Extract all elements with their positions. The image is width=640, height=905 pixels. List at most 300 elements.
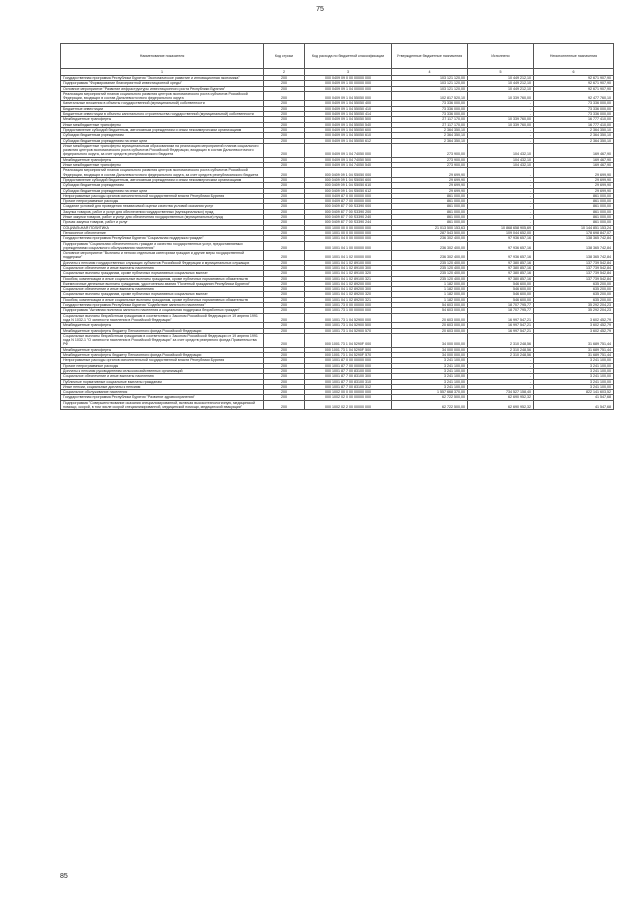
- row-unexecuted-cell: 2 364 350,10: [534, 138, 614, 143]
- table-row: [61, 209, 614, 214]
- row-name-cell: Пенсионное обеспечение: [61, 230, 264, 235]
- row-budget-code-cell: 000 1001 87 7 00 83100 310: [305, 379, 392, 384]
- row-approved-cell: 62 722 500,00: [392, 395, 468, 400]
- row-unexecuted-cell: 3 241 100,00: [534, 368, 614, 373]
- row-executed-cell: 546 600,00: [468, 297, 534, 302]
- row-unexecuted-cell: 861 000,00: [534, 220, 614, 225]
- row-name-cell: Государственная программа Республики Бурятия "Экономическое развитие и инновационная экономика": [61, 76, 264, 81]
- row-unexecuted-cell: 73 336 000,00: [534, 106, 614, 111]
- row-unexecuted-cell: 29 699,90: [534, 183, 614, 188]
- table-row: [61, 303, 614, 308]
- table-row: [61, 76, 614, 81]
- row-approved-cell: 861 000,00: [392, 215, 468, 220]
- row-unexecuted-cell: 3 602 452,79: [534, 328, 614, 333]
- row-approved-cell: 29 699,90: [392, 168, 468, 178]
- row-name-cell: Основное мероприятие "Выплаты и пенсии отдельным категориям граждан и другие меры государственной поддержки": [61, 251, 264, 261]
- row-executed-cell: -: [468, 193, 534, 198]
- row-budget-code-cell: 000 1001 04 0 00 00000 000: [305, 236, 392, 241]
- row-approved-cell: 861 000,00: [392, 193, 468, 198]
- row-line-code-cell: 200: [264, 358, 305, 363]
- row-line-code-cell: 200: [264, 265, 305, 270]
- row-budget-code-cell: 000 1001 73 1 04 5290F 570: [305, 353, 392, 358]
- row-unexecuted-cell: 178 698 847,07: [534, 230, 614, 235]
- row-budget-code-cell: 000 0409 09 1 04 S5050 610: [305, 183, 392, 188]
- row-approved-cell: 62 722 500,00: [392, 400, 468, 410]
- row-budget-code-cell: 000 0409 87 0 00 00000 000: [305, 193, 392, 198]
- table-header-row: [61, 44, 614, 69]
- row-executed-cell: -: [468, 138, 534, 143]
- row-name-cell: Государственная программа Республики Бурятия "Развитие здравоохранения": [61, 395, 264, 400]
- row-unexecuted-cell: 92 671 907,90: [534, 76, 614, 81]
- table-row: [61, 101, 614, 106]
- row-budget-code-cell: 000 1001 87 7 00 83100 000: [305, 368, 392, 373]
- row-budget-code-cell: 000 0409 09 1 04 55050 600: [305, 127, 392, 132]
- row-budget-code-cell: 000 0409 87 7 00 S3390 244: [305, 220, 392, 225]
- row-unexecuted-cell: 73 336 000,00: [534, 112, 614, 117]
- row-name-cell: Реализация мероприятий планов социального развития центров экономического роста субъектов Российской Федерации, входящих в состав Дальневосточного федерального округа, за счет средств республиканского бюджета: [61, 168, 264, 178]
- row-line-code-cell: 200: [264, 188, 305, 193]
- row-approved-cell: 34 000 000,00: [392, 353, 468, 358]
- row-budget-code-cell: 000 0409 09 1 04 74050 540: [305, 163, 392, 168]
- row-executed-cell: -: [468, 368, 534, 373]
- row-executed-cell: 10 449 212,10: [468, 86, 534, 91]
- row-budget-code-cell: 000 0409 09 1 00 00000 000: [305, 81, 392, 86]
- row-name-cell: Социальное обеспечение и иные выплаты населению: [61, 287, 264, 292]
- row-name-cell: Межбюджетные трансферты: [61, 323, 264, 328]
- row-line-code-cell: 200: [264, 106, 305, 111]
- header-unexecuted: Неисполненные назначения: [534, 44, 614, 69]
- row-executed-cell: -: [468, 112, 534, 117]
- row-line-code-cell: 200: [264, 230, 305, 235]
- row-executed-cell: 2 310 248,56: [468, 347, 534, 352]
- row-line-code-cell: 200: [264, 168, 305, 178]
- row-budget-code-cell: 000 1001 87 7 00 83100 300: [305, 374, 392, 379]
- table-row: [61, 193, 614, 198]
- row-budget-code-cell: 000 0409 87 7 00 00000 000: [305, 199, 392, 204]
- row-name-cell: Подпрограмма "Активная политика занятости населения и социальная поддержка безработных граждан": [61, 308, 264, 313]
- row-unexecuted-cell: 35 292 204,23: [534, 303, 614, 308]
- row-budget-code-cell: 000 1002 02 0 00 00000 000: [305, 395, 392, 400]
- row-approved-cell: 3 241 100,00: [392, 358, 468, 363]
- row-approved-cell: 235 120 400,00: [392, 276, 468, 281]
- row-name-cell: Социальное обеспечение и иные выплаты населению: [61, 374, 264, 379]
- row-approved-cell: 3 241 100,00: [392, 379, 468, 384]
- row-name-cell: Иные пенсии, социальные доплаты к пенсиям: [61, 384, 264, 389]
- col-index: 2: [264, 69, 305, 76]
- table-row: [61, 91, 614, 101]
- row-name-cell: Межбюджетные трансферты: [61, 117, 264, 122]
- row-line-code-cell: 200: [264, 347, 305, 352]
- row-unexecuted-cell: 73 336 000,00: [534, 101, 614, 106]
- row-line-code-cell: 200: [264, 323, 305, 328]
- row-budget-code-cell: 000 0409 09 1 04 55050 610: [305, 133, 392, 138]
- row-unexecuted-cell: 169 467,90: [534, 157, 614, 162]
- row-budget-code-cell: 000 1001 87 7 00 00000 000: [305, 363, 392, 368]
- row-name-cell: Иные межбюджетные трансферты: [61, 163, 264, 168]
- table-row: [61, 308, 614, 313]
- row-executed-cell: -: [468, 204, 534, 209]
- row-line-code-cell: 200: [264, 143, 305, 157]
- row-approved-cell: 3 241 100,00: [392, 384, 468, 389]
- row-budget-code-cell: 000 1001 87 7 00 83100 312: [305, 384, 392, 389]
- row-name-cell: Непрограммные расходы органов исполнительной государственной власти Республики Бурятия: [61, 358, 264, 363]
- row-line-code-cell: 200: [264, 199, 305, 204]
- row-name-cell: Социальное обеспечение и иные выплаты населению: [61, 265, 264, 270]
- row-name-cell: Межбюджетные трансферты: [61, 157, 264, 162]
- row-executed-cell: 2 310 248,56: [468, 333, 534, 347]
- row-executed-cell: -: [468, 177, 534, 182]
- row-executed-cell: -: [468, 127, 534, 132]
- row-line-code-cell: 200: [264, 81, 305, 86]
- row-approved-cell: 29 699,90: [392, 177, 468, 182]
- col-index: 6: [534, 69, 614, 76]
- row-approved-cell: 273 900,00: [392, 143, 468, 157]
- table-row: [61, 177, 614, 182]
- row-unexecuted-cell: 138 365 742,84: [534, 251, 614, 261]
- row-executed-cell: 10 339 760,00: [468, 122, 534, 127]
- row-budget-code-cell: 000 0409 87 7 00 S3390 000: [305, 204, 392, 209]
- row-unexecuted-cell: 35 292 204,23: [534, 308, 614, 313]
- row-approved-cell: 54 603 000,00: [392, 303, 468, 308]
- header-executed: Исполнено: [468, 44, 534, 69]
- row-approved-cell: 2 364 350,10: [392, 138, 468, 143]
- row-executed-cell: 546 600,00: [468, 292, 534, 297]
- row-budget-code-cell: 000 1001 04 1 02 89100 320: [305, 271, 392, 276]
- row-unexecuted-cell: 2 364 350,10: [534, 133, 614, 138]
- row-line-code-cell: 200: [264, 297, 305, 302]
- row-unexecuted-cell: 861 000,00: [534, 193, 614, 198]
- row-executed-cell: -: [468, 133, 534, 138]
- row-budget-code-cell: 000 0409 09 1 04 74050 500: [305, 157, 392, 162]
- row-budget-code-cell: 000 0409 87 7 00 S3390 200: [305, 209, 392, 214]
- row-executed-cell: 16 997 547,21: [468, 313, 534, 323]
- table-row: [61, 271, 614, 276]
- row-unexecuted-cell: 10 144 851 153,24: [534, 225, 614, 230]
- row-budget-code-cell: 000 1001 04 1 02 00000 000: [305, 251, 392, 261]
- col-index: 3: [305, 69, 392, 76]
- table-row: [61, 204, 614, 209]
- row-line-code-cell: 200: [264, 395, 305, 400]
- row-unexecuted-cell: 29 699,90: [534, 177, 614, 182]
- row-line-code-cell: 200: [264, 271, 305, 276]
- row-unexecuted-cell: 16 777 410,00: [534, 122, 614, 127]
- row-line-code-cell: 200: [264, 363, 305, 368]
- row-budget-code-cell: 000 1001 73 1 04 52900 570: [305, 328, 392, 333]
- row-executed-cell: -: [468, 358, 534, 363]
- row-unexecuted-cell: 3 241 100,00: [534, 379, 614, 384]
- table-row: [61, 374, 614, 379]
- row-budget-code-cell: 000 0409 87 7 00 S3390 240: [305, 215, 392, 220]
- row-budget-code-cell: 000 1001 73 1 04 52900 500: [305, 323, 392, 328]
- row-approved-cell: 73 336 000,00: [392, 101, 468, 106]
- row-name-cell: Создание условий для проведения независимой оценки качества условий оказания услуг: [61, 204, 264, 209]
- row-name-cell: Прочие непрограммные расходы: [61, 363, 264, 368]
- row-unexecuted-cell: 3 602 452,79: [534, 313, 614, 323]
- row-approved-cell: 236 302 400,00: [392, 241, 468, 251]
- row-executed-cell: 62 690 952,32: [468, 395, 534, 400]
- row-unexecuted-cell: 861 000,00: [534, 199, 614, 204]
- row-line-code-cell: 200: [264, 308, 305, 313]
- row-budget-code-cell: 000 0409 09 0 00 00000 000: [305, 76, 392, 81]
- row-name-cell: Пособия, компенсации и иные социальные выплаты гражданам, кроме публичных нормативных обязательств: [61, 297, 264, 302]
- row-name-cell: Пособия, компенсации и иные социальные выплаты гражданам, кроме публичных нормативных обязательств: [61, 276, 264, 281]
- row-line-code-cell: 200: [264, 374, 305, 379]
- row-name-cell: Социальные выплаты безработным гражданам в соответствии с Законом Российской Федерации от 19 апреля 1991 года N 1032-1 "О занятости населения в Российской Федерации" за счет средств резервного фонда Правительства РФ: [61, 333, 264, 347]
- row-executed-cell: 104 432,10: [468, 143, 534, 157]
- row-approved-cell: 29 699,90: [392, 188, 468, 193]
- row-line-code-cell: 200: [264, 276, 305, 281]
- row-approved-cell: 2 364 350,10: [392, 133, 468, 138]
- row-unexecuted-cell: 169 467,90: [534, 163, 614, 168]
- page-number-bottom: 85: [60, 873, 68, 880]
- table-row: [61, 241, 614, 251]
- row-budget-code-cell: 000 0409 09 1 04 55050 400: [305, 101, 392, 106]
- row-line-code-cell: 200: [264, 225, 305, 230]
- col-index: 4: [392, 69, 468, 76]
- row-executed-cell: 546 600,00: [468, 287, 534, 292]
- table-row: [61, 168, 614, 178]
- table-row: [61, 188, 614, 193]
- row-executed-cell: 97 380 857,16: [468, 276, 534, 281]
- row-line-code-cell: 200: [264, 292, 305, 297]
- row-unexecuted-cell: 29 699,90: [534, 188, 614, 193]
- col-index: 5: [468, 69, 534, 76]
- row-line-code-cell: 200: [264, 251, 305, 261]
- header-approved: Утвержденные бюджетные назначения: [392, 44, 468, 69]
- row-executed-cell: 10 339 760,00: [468, 117, 534, 122]
- row-unexecuted-cell: 861 000,00: [534, 209, 614, 214]
- row-executed-cell: 97 936 657,16: [468, 241, 534, 251]
- table-row: [61, 251, 614, 261]
- budget-execution-table: [60, 43, 614, 410]
- row-executed-cell: -: [468, 101, 534, 106]
- row-approved-cell: 21 013 500 153,63: [392, 225, 468, 230]
- row-executed-cell: -: [468, 374, 534, 379]
- row-name-cell: Прочие непрограммные расходы: [61, 199, 264, 204]
- row-line-code-cell: 200: [264, 333, 305, 347]
- row-executed-cell: -: [468, 188, 534, 193]
- row-approved-cell: 273 900,00: [392, 163, 468, 168]
- row-line-code-cell: 200: [264, 220, 305, 225]
- row-approved-cell: 861 000,00: [392, 209, 468, 214]
- row-line-code-cell: 200: [264, 86, 305, 91]
- row-approved-cell: 102 817 520,10: [392, 91, 468, 101]
- row-executed-cell: -: [468, 199, 534, 204]
- row-line-code-cell: 200: [264, 91, 305, 101]
- row-approved-cell: 1 557 668 370,00: [392, 390, 468, 395]
- row-line-code-cell: 200: [264, 379, 305, 384]
- row-line-code-cell: 200: [264, 353, 305, 358]
- row-name-cell: Субсидии бюджетным учреждениям: [61, 133, 264, 138]
- row-unexecuted-cell: 137 739 542,84: [534, 271, 614, 276]
- row-budget-code-cell: 000 1001 04 1 02 89100 300: [305, 265, 392, 270]
- row-name-cell: Межбюджетные трансферты бюджету Пенсионного фонда Российской Федерации: [61, 353, 264, 358]
- header-line-code: Код строки: [264, 44, 305, 69]
- row-line-code-cell: 200: [264, 76, 305, 81]
- row-budget-code-cell: 000 1001 04 1 02 89200 300: [305, 287, 392, 292]
- row-executed-cell: 16 997 547,21: [468, 328, 534, 333]
- row-approved-cell: 27 117 170,00: [392, 117, 468, 122]
- row-executed-cell: 18 707 795,77: [468, 308, 534, 313]
- header-name: Наименование показателя: [61, 44, 264, 69]
- row-executed-cell: 97 936 657,16: [468, 236, 534, 241]
- row-unexecuted-cell: 3 241 100,00: [534, 374, 614, 379]
- row-executed-cell: 546 600,00: [468, 281, 534, 286]
- row-budget-code-cell: 000 0409 09 1 04 S5050 000: [305, 168, 392, 178]
- row-line-code-cell: 200: [264, 287, 305, 292]
- row-executed-cell: -: [468, 183, 534, 188]
- row-name-cell: Государственная программа Республики Бурятия "Социальная поддержка граждан": [61, 236, 264, 241]
- table-row: [61, 276, 614, 281]
- row-name-cell: Капитальные вложения в объекты государственной (муниципальной) собственности: [61, 101, 264, 106]
- row-line-code-cell: 200: [264, 204, 305, 209]
- row-budget-code-cell: 000 1001 04 1 02 89200 000: [305, 281, 392, 286]
- row-approved-cell: 34 000 000,00: [392, 347, 468, 352]
- row-approved-cell: 34 000 000,00: [392, 333, 468, 347]
- row-line-code-cell: 200: [264, 117, 305, 122]
- row-unexecuted-cell: 29 699,90: [534, 168, 614, 178]
- header-budget-code: Код расхода по бюджетной классификации: [305, 44, 392, 69]
- row-approved-cell: 235 120 400,00: [392, 265, 468, 270]
- row-budget-code-cell: 000 0409 09 1 04 55050 612: [305, 138, 392, 143]
- row-name-cell: Социальные выплаты гражданам, кроме публичных нормативных социальных выплат: [61, 292, 264, 297]
- row-unexecuted-cell: 16 777 410,00: [534, 117, 614, 122]
- row-unexecuted-cell: 635 200,00: [534, 292, 614, 297]
- row-name-cell: Основное мероприятие "Развитие инфраструктуры инвестиционного роста Республики Бурятия": [61, 86, 264, 91]
- row-executed-cell: 10 339 760,00: [468, 91, 534, 101]
- row-unexecuted-cell: 31 689 751,44: [534, 333, 614, 347]
- row-approved-cell: 235 120 400,00: [392, 271, 468, 276]
- row-name-cell: Иные закупки товаров, работ и услуг для обеспечения государственных (муниципальных) нужд: [61, 215, 264, 220]
- row-approved-cell: 73 336 000,00: [392, 112, 468, 117]
- row-approved-cell: 273 900,00: [392, 157, 468, 162]
- row-line-code-cell: 200: [264, 193, 305, 198]
- table-row: [61, 281, 614, 286]
- row-budget-code-cell: 000 1001 73 1 00 00000 000: [305, 308, 392, 313]
- row-name-cell: Публичные нормативные социальные выплаты гражданам: [61, 379, 264, 384]
- table-row: [61, 81, 614, 86]
- row-executed-cell: 97 380 857,16: [468, 271, 534, 276]
- row-name-cell: Межбюджетные трансферты: [61, 347, 264, 352]
- row-approved-cell: 54 603 000,00: [392, 308, 468, 313]
- row-budget-code-cell: 000 1001 73 1 04 5290F 500: [305, 347, 392, 352]
- row-approved-cell: 103 121 120,00: [392, 76, 468, 81]
- table-row: [61, 297, 614, 302]
- row-executed-cell: 109 044 652,00: [468, 230, 534, 235]
- row-name-cell: Предоставление субсидий бюджетным, автономным учреждениям и иным некоммерческим организациям: [61, 177, 264, 182]
- row-executed-cell: 10 868 658 905,69: [468, 225, 534, 230]
- row-executed-cell: 734 527 158,40: [468, 390, 534, 395]
- table-row: [61, 353, 614, 358]
- table-row: [61, 333, 614, 347]
- row-unexecuted-cell: 3 602 452,79: [534, 323, 614, 328]
- row-budget-code-cell: 000 1001 87 0 00 00000 000: [305, 358, 392, 363]
- table-row: [61, 265, 614, 270]
- row-approved-cell: 2 364 350,10: [392, 127, 468, 132]
- row-approved-cell: 20 603 000,00: [392, 323, 468, 328]
- row-unexecuted-cell: 92 671 907,90: [534, 86, 614, 91]
- row-executed-cell: 104 432,10: [468, 157, 534, 162]
- table-row: [61, 313, 614, 323]
- table-row: [61, 260, 614, 265]
- row-name-cell: Социальное обслуживание населения: [61, 390, 264, 395]
- row-unexecuted-cell: 169 467,90: [534, 143, 614, 157]
- row-executed-cell: 97 380 857,16: [468, 260, 534, 265]
- row-budget-code-cell: 000 1001 04 1 00 00000 000: [305, 241, 392, 251]
- table-row: [61, 138, 614, 143]
- row-unexecuted-cell: 635 200,00: [534, 281, 614, 286]
- row-name-cell: Субсидии бюджетным учреждениям на иные цели: [61, 138, 264, 143]
- row-unexecuted-cell: 822 141 603,52: [534, 390, 614, 395]
- row-budget-code-cell: 000 0409 09 1 04 55050 000: [305, 91, 392, 101]
- row-unexecuted-cell: 31 689 751,44: [534, 353, 614, 358]
- row-approved-cell: 3 241 100,00: [392, 363, 468, 368]
- row-unexecuted-cell: 861 000,00: [534, 204, 614, 209]
- row-name-cell: Непрограммные расходы органов исполнительной государственной власти Республики Бурятия: [61, 193, 264, 198]
- row-budget-code-cell: 000 1001 04 1 02 89100 000: [305, 260, 392, 265]
- row-unexecuted-cell: 138 365 742,84: [534, 236, 614, 241]
- row-budget-code-cell: 000 1001 04 1 02 89100 321: [305, 276, 392, 281]
- row-approved-cell: 1 182 000,00: [392, 281, 468, 286]
- row-budget-code-cell: 000 0409 09 1 04 55050 414: [305, 112, 392, 117]
- table-row: [61, 395, 614, 400]
- table-row: [61, 368, 614, 373]
- row-approved-cell: 103 121 120,00: [392, 86, 468, 91]
- row-budget-code-cell: 000 1001 04 1 02 89200 321: [305, 297, 392, 302]
- row-name-cell: СОЦИАЛЬНАЯ ПОЛИТИКА: [61, 225, 264, 230]
- row-approved-cell: 29 699,90: [392, 183, 468, 188]
- row-executed-cell: 16 997 547,21: [468, 323, 534, 328]
- row-approved-cell: 861 000,00: [392, 199, 468, 204]
- row-approved-cell: 235 120 400,00: [392, 260, 468, 265]
- row-name-cell: Закупка товаров, работ и услуг для обеспечения государственных (муниципальных) нужд: [61, 209, 264, 214]
- row-budget-code-cell: 000 1000 00 0 00 00000 000: [305, 225, 392, 230]
- table-row: [61, 215, 614, 220]
- row-line-code-cell: 200: [264, 122, 305, 127]
- row-name-cell: Государственная программа Республики Бурятия "Содействие занятости населения": [61, 303, 264, 308]
- row-unexecuted-cell: 92 671 907,90: [534, 81, 614, 86]
- row-line-code-cell: 200: [264, 390, 305, 395]
- row-approved-cell: 103 121 120,00: [392, 81, 468, 86]
- row-name-cell: Субсидии бюджетным учреждениям на иные цели: [61, 188, 264, 193]
- row-approved-cell: 1 182 000,00: [392, 297, 468, 302]
- row-line-code-cell: 200: [264, 183, 305, 188]
- row-executed-cell: 97 380 857,16: [468, 265, 534, 270]
- row-name-cell: Доплаты к пенсиям государственных служащих субъектов Российской Федерации и муниципальных служащих: [61, 260, 264, 265]
- row-name-cell: Межбюджетные трансферты бюджету Пенсионного фонда Российской Федерации: [61, 328, 264, 333]
- row-executed-cell: -: [468, 215, 534, 220]
- row-approved-cell: 861 000,00: [392, 204, 468, 209]
- page-number-top: 75: [316, 6, 324, 13]
- row-approved-cell: 236 302 400,00: [392, 236, 468, 241]
- row-budget-code-cell: 000 1001 73 1 04 5290F 000: [305, 333, 392, 347]
- row-budget-code-cell: 000 0409 09 1 04 S5050 600: [305, 177, 392, 182]
- row-executed-cell: 62 690 952,32: [468, 400, 534, 410]
- row-name-cell: Субсидии бюджетным учреждениям: [61, 183, 264, 188]
- row-unexecuted-cell: 861 000,00: [534, 215, 614, 220]
- row-name-cell: Ежемесячные денежные выплаты гражданам, удостоенным звания "Почетный гражданин Республики Бурятия": [61, 281, 264, 286]
- table-row: [61, 112, 614, 117]
- row-line-code-cell: 200: [264, 138, 305, 143]
- row-name-cell: Подпрограмма "Формирование благоприятной инвестиционной среды": [61, 81, 264, 86]
- row-unexecuted-cell: 31 689 751,44: [534, 347, 614, 352]
- table-row: [61, 358, 614, 363]
- row-unexecuted-cell: 635 200,00: [534, 287, 614, 292]
- row-unexecuted-cell: 41 547,68: [534, 400, 614, 410]
- row-name-cell: Подпрограмма "Совершенствование оказания специализированной, включая высокотехнологичную, медицинской помощи, скорой, в том числе скорой специализированной, медицинской помощи, медицинской эвакуации": [61, 400, 264, 410]
- row-name-cell: Иные межбюджетные трансферты муниципальным образованиям на реализацию мероприятий планов социального развития центров экономического роста субъектов Российской Федерации, входящих в состав Дальневосточного федерального округа, за счет средств республиканского бюджета: [61, 143, 264, 157]
- row-executed-cell: -: [468, 106, 534, 111]
